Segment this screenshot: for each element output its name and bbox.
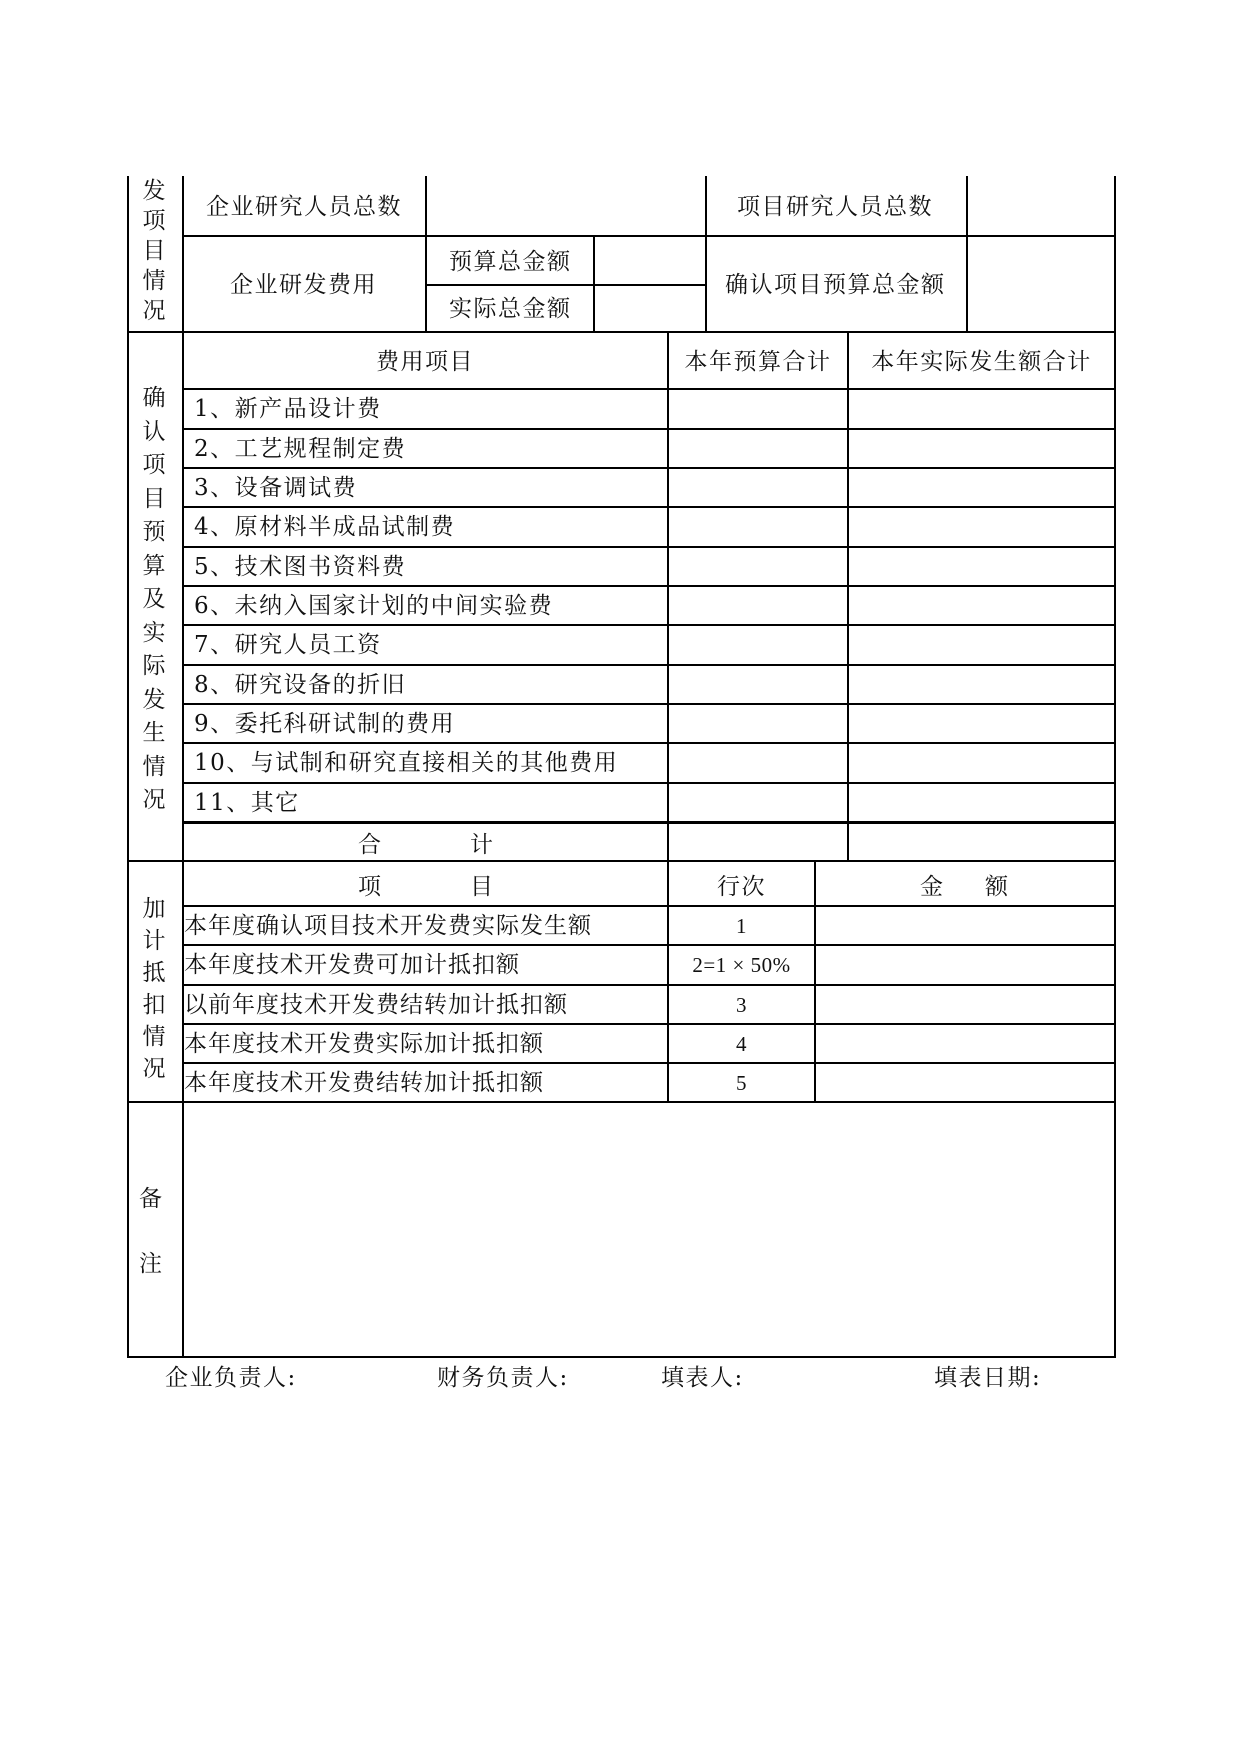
cost-item-label: 9、委托科研试制的费用 [194,711,456,737]
cost-item-label: 5、技术图书资料费 [194,554,407,580]
cost-item-actual-value[interactable] [850,626,1113,663]
remarks-label-a: 备 [139,1186,164,1212]
deduction-row-amount[interactable] [817,1064,1113,1101]
remarks-field[interactable] [185,1104,1113,1355]
total-label-a: 合 [358,832,383,858]
header-item-a: 项 [358,874,383,900]
project-info-side-label [134,176,174,326]
actual-total-label: 实际总金额 [449,296,572,322]
deduction-row-number: 5 [736,1071,747,1095]
deduction-row-amount[interactable] [817,986,1113,1023]
budget-actual-side-label [134,382,174,818]
cost-item-budget-value[interactable] [670,666,846,703]
project-researchers-total-value[interactable] [969,178,1113,234]
cost-item-label: 8、研究设备的折旧 [194,672,407,698]
finance-head-label: 财务负责人: [437,1365,569,1391]
cost-item-actual-value[interactable] [850,705,1113,742]
deduction-row-label: 以前年度技术开发费结转加计抵扣额 [184,992,568,1018]
cost-item-budget-value[interactable] [670,587,846,624]
cost-item-budget-value[interactable] [670,784,846,821]
total-label-b: 计 [470,832,495,858]
cost-item-label: 4、原材料半成品试制费 [194,514,456,540]
cost-item-budget-value[interactable] [670,469,846,506]
actual-total-value[interactable] [596,287,704,330]
deduction-row-number: 1 [736,914,747,938]
enterprise-researchers-total-value[interactable] [428,178,704,234]
cost-item-budget-value[interactable] [670,390,846,427]
cost-item-actual-value[interactable] [850,548,1113,585]
header-cost-item: 费用项目 [376,349,474,375]
cost-item-budget-value[interactable] [670,705,846,742]
header-amount-a: 金 [920,874,945,900]
cost-item-budget-value[interactable] [670,626,846,663]
remarks-label-b: 注 [139,1251,164,1277]
deduction-row-amount[interactable] [817,907,1113,944]
deduction-row-label: 本年度技术开发费可加计抵扣额 [184,952,520,978]
deduction-row-label: 本年度技术开发费结转加计抵扣额 [184,1070,544,1096]
budget-total-value[interactable] [596,238,704,283]
header-amount-b: 额 [985,874,1010,900]
filler-label: 填表人: [661,1365,744,1391]
cost-item-actual-value[interactable] [850,390,1113,427]
cost-item-actual-value[interactable] [850,430,1113,467]
deduction-row-number: 2=1 × 50% [692,953,791,977]
confirmed-project-budget-total-value[interactable] [969,238,1113,330]
header-item-b: 目 [470,874,495,900]
cost-item-actual-value[interactable] [850,784,1113,821]
deduction-row-number: 3 [736,993,747,1017]
enterprise-rd-cost-label: 企业研发费用 [230,272,377,298]
deduction-row-label: 本年度确认项目技术开发费实际发生额 [184,913,592,939]
header-row-no: 行次 [717,874,766,900]
cost-item-label: 6、未纳入国家计划的中间实验费 [194,593,554,619]
total-budget-value[interactable] [670,825,846,860]
cost-item-label: 3、设备调试费 [194,475,358,501]
cost-item-label: 11、其它 [194,790,300,816]
cost-item-budget-value[interactable] [670,430,846,467]
fill-date-label: 填表日期: [934,1365,1042,1391]
cost-item-label: 7、研究人员工资 [194,632,382,658]
side-label-text: 加计抵扣情况 [142,896,166,1082]
cost-item-actual-value[interactable] [850,666,1113,703]
cost-item-actual-value[interactable] [850,587,1113,624]
side-label-text: 确认项目预算及实际发生情况 [142,385,166,813]
cost-item-budget-value[interactable] [670,744,846,781]
header-annual-actual-total: 本年实际发生额合计 [871,349,1092,375]
cost-item-label: 10、与试制和研究直接相关的其他费用 [194,750,619,776]
confirmed-project-budget-total-label: 确认项目预算总金额 [725,272,946,298]
side-label-text: 发项目情况 [142,178,166,324]
cost-item-actual-value[interactable] [850,744,1113,781]
header-annual-budget-total: 本年预算合计 [684,349,832,375]
cost-item-actual-value[interactable] [850,508,1113,545]
total-actual-value[interactable] [850,825,1113,860]
cost-item-label: 2、工艺规程制定费 [194,436,407,462]
deduction-row-amount[interactable] [817,1025,1113,1062]
deduction-row-label: 本年度技术开发费实际加计抵扣额 [184,1031,544,1057]
deduction-row-amount[interactable] [817,946,1113,983]
cost-item-actual-value[interactable] [850,469,1113,506]
cost-item-budget-value[interactable] [670,548,846,585]
cost-item-label: 1、新产品设计费 [194,396,382,422]
cost-item-budget-value[interactable] [670,508,846,545]
enterprise-head-label: 企业负责人: [165,1365,297,1391]
deduction-side-label [134,893,174,1085]
enterprise-researchers-total-label: 企业研究人员总数 [206,194,402,220]
deduction-row-number: 4 [736,1032,747,1056]
project-researchers-total-label: 项目研究人员总数 [737,194,933,220]
budget-total-label: 预算总金额 [449,249,572,275]
